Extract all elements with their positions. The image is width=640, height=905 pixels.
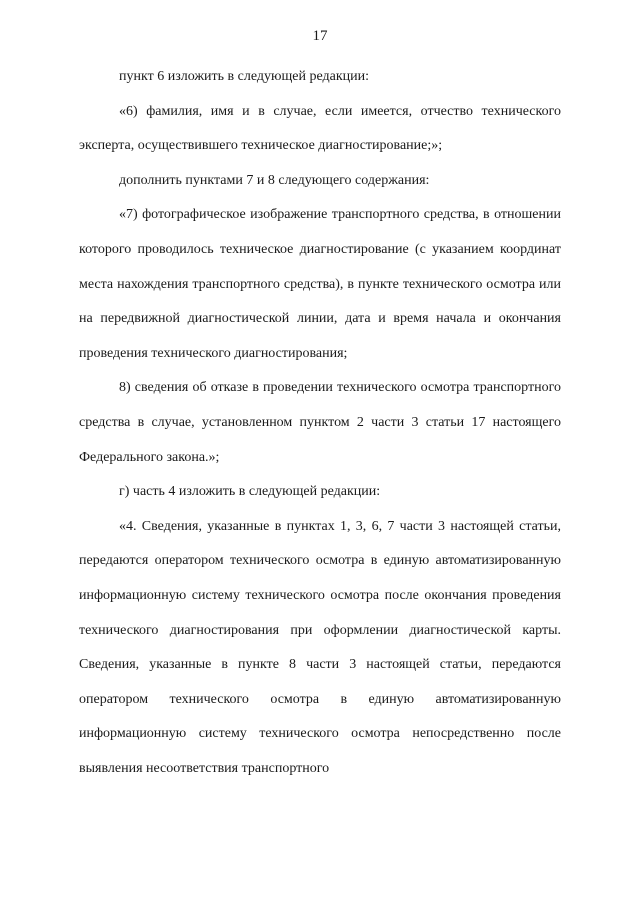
document-body [79, 60, 561, 786]
paragraph: дополнить пунктами 7 и 8 следующего содержания: [119, 172, 430, 188]
paragraph: «6) фамилия, имя и в случае, если имеется, отчество технического эксперта, осуществившего техническое диагностирование;»; [79, 103, 561, 154]
paragraph: «7) фотографическое изображение транспортного средства, в отношении которого проводилось техническое диагностирование (с указанием координат места нахождения транспортного средства), в пункте технического осмотра или на передвижной диагностической линии, дата и время начала и окончания проведения технического диагностирования; [79, 207, 561, 361]
page-number: 17 [312, 28, 328, 44]
paragraph: г) часть 4 изложить в следующей редакции: [119, 484, 381, 500]
paragraph: 8) сведения об отказе в проведении технического осмотра транспортного средства в случае, установленном пунктом 2 части 3 статьи 17 настоящего Федерального закона.»; [79, 380, 561, 465]
paragraph: «4. Сведения, указанные в пунктах 1, 3, 6, 7 части 3 настоящей статьи, передаются оператором технического осмотра в единую автоматизированную информационную систему технического осмотра после окончания проведения технического диагностирования при оформлении диагностической карты. Сведения, указанные в пункте 8 части 3 настоящей статьи, передаются оператором технического осмотра в единую автоматизированную информационную систему технического осмотра непосредственно после выявления несоответствия транспортного [79, 518, 561, 776]
paragraph: пункт 6 изложить в следующей редакции: [119, 69, 369, 84]
